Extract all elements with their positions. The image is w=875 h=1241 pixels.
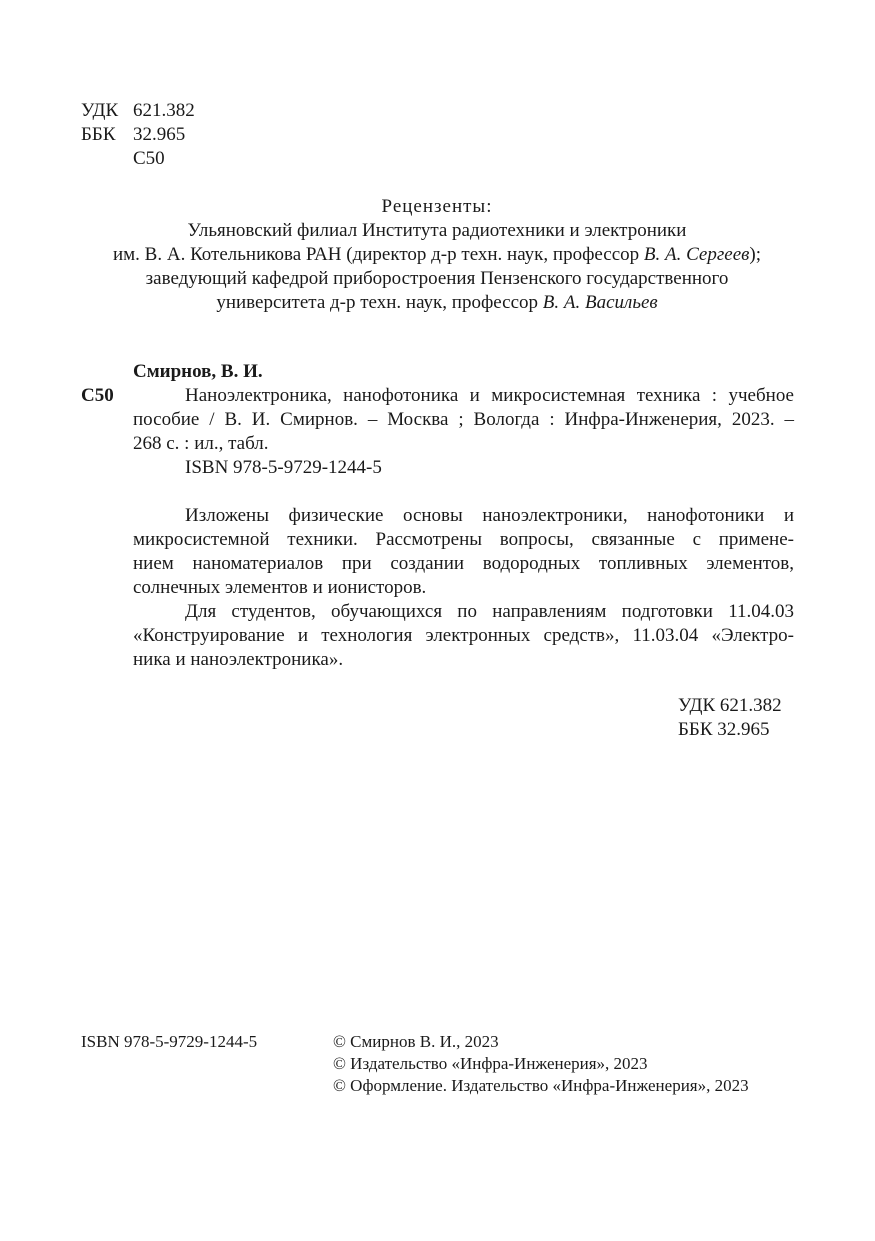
record-line-3: 268 с. : ил., табл. xyxy=(133,433,269,454)
copyright-publisher: © Издательство «Инфра-Инженерия», 2023 xyxy=(333,1054,648,1073)
record-isbn: ISBN 978-5-9729-1244-5 xyxy=(185,457,382,478)
reviewers-line-4 xyxy=(80,291,794,314)
annotation-p1-line-4: солнечных элементов и ионисторов. xyxy=(133,577,427,598)
annotation-p1-line-3: нием наноматериалов при создании водородных топливных элементов, xyxy=(133,553,794,574)
record-line-2: пособие / В. И. Смирнов. – Москва ; Вологда : Инфра-Инженерия, 2023. – xyxy=(133,409,794,430)
bbk-value: 32.965 xyxy=(133,124,186,145)
reviewers-line-4-text: университета д-р техн. наук, профессор xyxy=(216,292,543,313)
reviewers-line-2 xyxy=(80,243,794,266)
reviewers-line-1: Ульяновский филиал Института радиотехники и электроники xyxy=(187,220,687,241)
author-mark: С50 xyxy=(133,148,165,169)
record-mark: С50 xyxy=(81,385,114,406)
record-author: Смирнов, В. И. xyxy=(133,361,263,382)
annotation-p1-line-1: Изложены физические основы наноэлектроники, нанофотоники и xyxy=(185,505,794,526)
udk-right: УДК 621.382 xyxy=(678,695,782,716)
annotation-p2-line-2: «Конструирование и технология электронных средств», 11.03.04 «Электро- xyxy=(133,625,794,646)
reviewers-line-3: заведующий кафедрой приборостроения Пензенского государственного xyxy=(145,268,729,289)
copyright-design: © Оформление. Издательство «Инфра-Инженерия», 2023 xyxy=(333,1076,749,1095)
annotation-p2-line-3: ника и наноэлектроника». xyxy=(133,649,344,670)
reviewer-name-sergeev: В. А. Сергеев xyxy=(643,244,750,265)
copyright-author: © Смирнов В. И., 2023 xyxy=(333,1032,499,1051)
reviewers-line-2-end: ); xyxy=(749,244,762,265)
annotation-p1-line-2: микросистемной техники. Рассмотрены вопросы, связанные с примене- xyxy=(133,529,794,550)
reviewers-heading: Рецензенты: xyxy=(381,196,493,217)
record-line-1: Наноэлектроника, нанофотоника и микросистемная техника : учебное xyxy=(185,385,794,406)
bbk-right: ББК 32.965 xyxy=(678,719,770,740)
annotation-p2-line-1: Для студентов, обучающихся по направлениям подготовки 11.04.03 xyxy=(185,601,794,622)
udk-label: УДК xyxy=(81,100,119,121)
footer-isbn: ISBN 978-5-9729-1244-5 xyxy=(81,1032,258,1051)
reviewers-line-2-text: им. В. А. Котельникова РАН (директор д-р техн. наук, профессор xyxy=(112,244,644,265)
udk-value: 621.382 xyxy=(133,100,195,121)
bbk-label: ББК xyxy=(81,124,116,145)
reviewer-name-vasiliev: В. А. Васильев xyxy=(542,292,658,313)
